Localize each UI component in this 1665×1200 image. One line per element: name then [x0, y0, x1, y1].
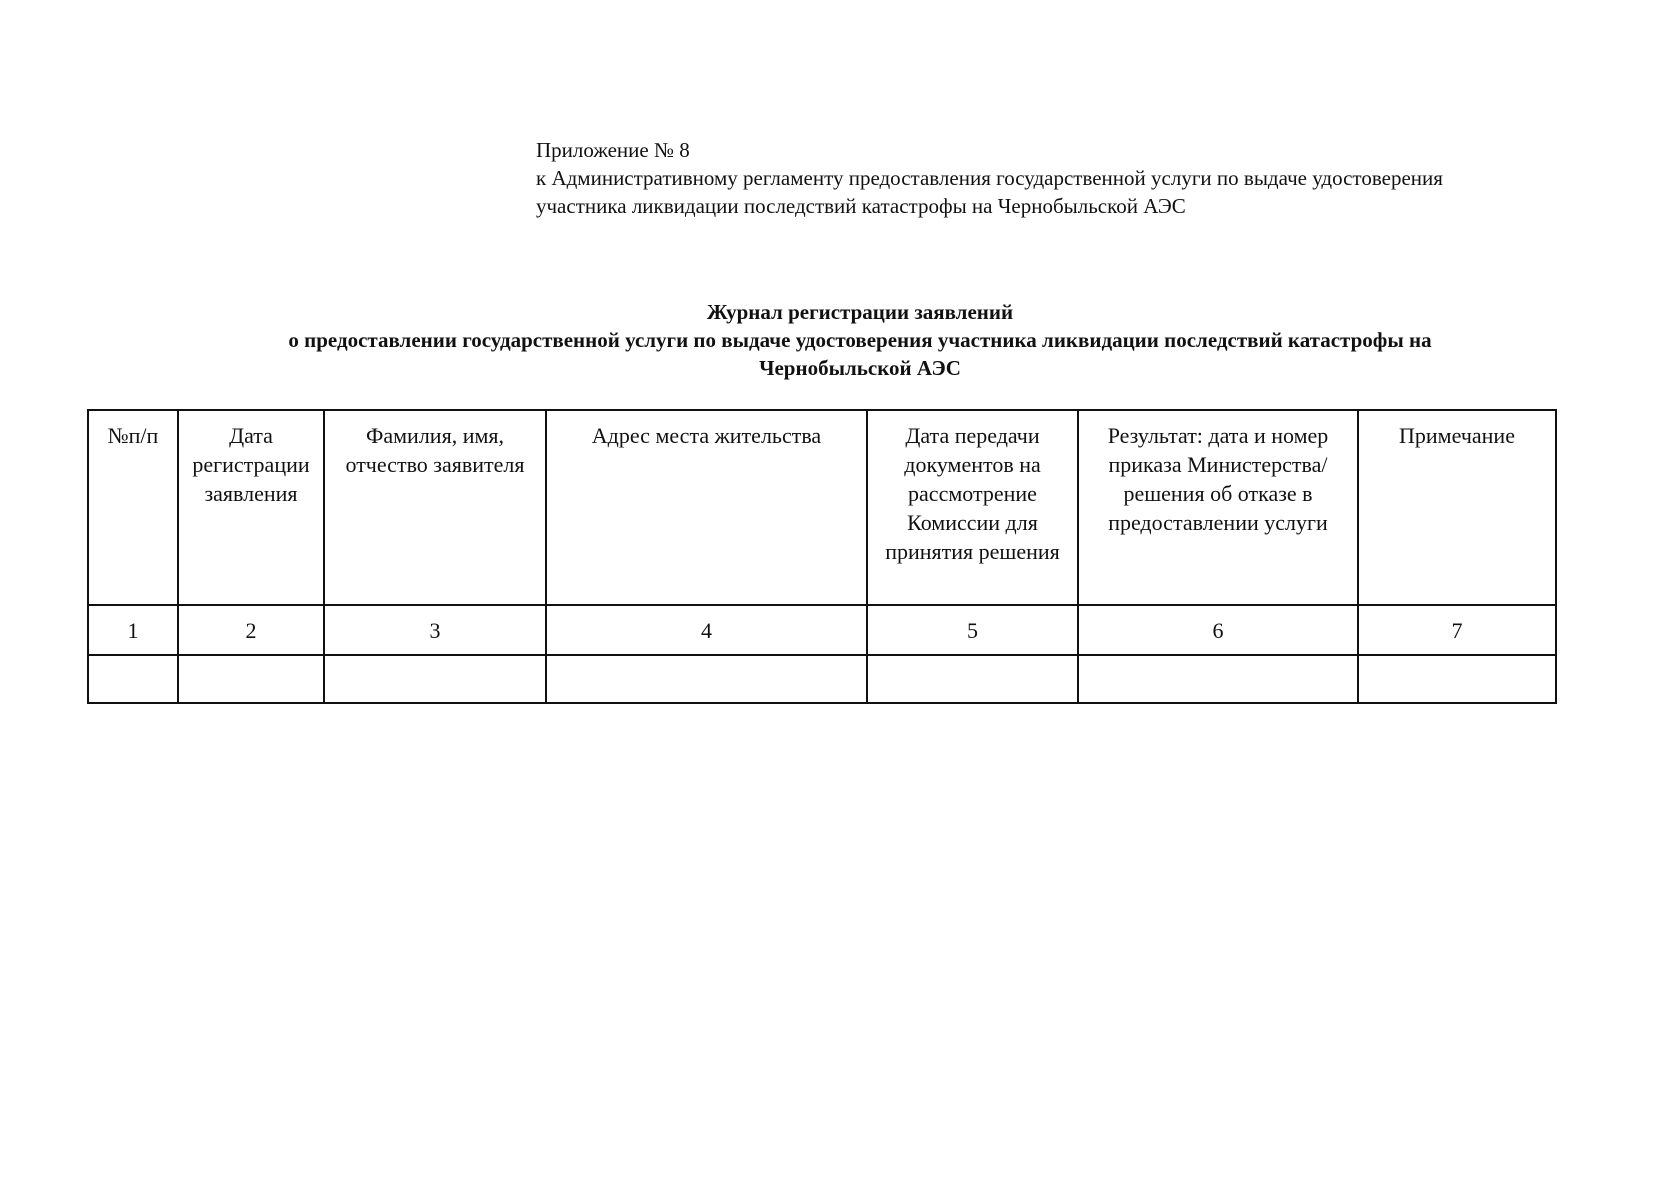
header-registration-date: Дата регистрации заявления — [178, 410, 324, 605]
header-note: Примечание — [1358, 410, 1556, 605]
header-applicant-name: Фамилия, имя, отчество заявителя — [324, 410, 546, 605]
empty-cell — [178, 655, 324, 703]
title-line-1: Журнал регистрации заявлений — [706, 300, 1014, 324]
column-number-cell: 7 — [1358, 605, 1556, 655]
header-residence-address: Адрес места жительства — [546, 410, 867, 605]
registration-journal-table — [87, 409, 1557, 704]
column-number-row — [88, 605, 1556, 655]
header-transfer-date: Дата передачи документов на рассмотрение Комиссии для принятия решения — [867, 410, 1078, 605]
column-number-cell: 5 — [867, 605, 1078, 655]
appendix-number: Приложение № 8 — [536, 138, 690, 162]
column-number-cell: 4 — [546, 605, 867, 655]
empty-cell — [324, 655, 546, 703]
table-header-row — [88, 410, 1556, 605]
empty-cell — [1358, 655, 1556, 703]
title-line-3: Чернобыльской АЭС — [759, 356, 961, 380]
table-row — [88, 655, 1556, 703]
header-result: Результат: дата и номер приказа Министерства/решения об отказе в предоставлении услуги — [1078, 410, 1358, 605]
column-number-cell: 6 — [1078, 605, 1358, 655]
document-title — [150, 298, 1570, 382]
appendix-heading — [536, 136, 1576, 220]
column-number-cell: 3 — [324, 605, 546, 655]
column-number-cell: 2 — [178, 605, 324, 655]
column-number-cell: 1 — [88, 605, 178, 655]
appendix-reference-line-1: к Административному регламенту предоставления государственной услуги по выдаче удостоверения — [536, 166, 1443, 190]
empty-cell — [546, 655, 867, 703]
header-row-number: №п/п — [88, 410, 178, 605]
title-line-2: о предоставлении государственной услуги по выдаче удостоверения участника ликвидации последствий катастрофы на — [288, 328, 1432, 352]
appendix-reference-line-2: участника ликвидации последствий катастрофы на Чернобыльской АЭС — [536, 194, 1186, 218]
empty-cell — [88, 655, 178, 703]
empty-cell — [867, 655, 1078, 703]
empty-cell — [1078, 655, 1358, 703]
